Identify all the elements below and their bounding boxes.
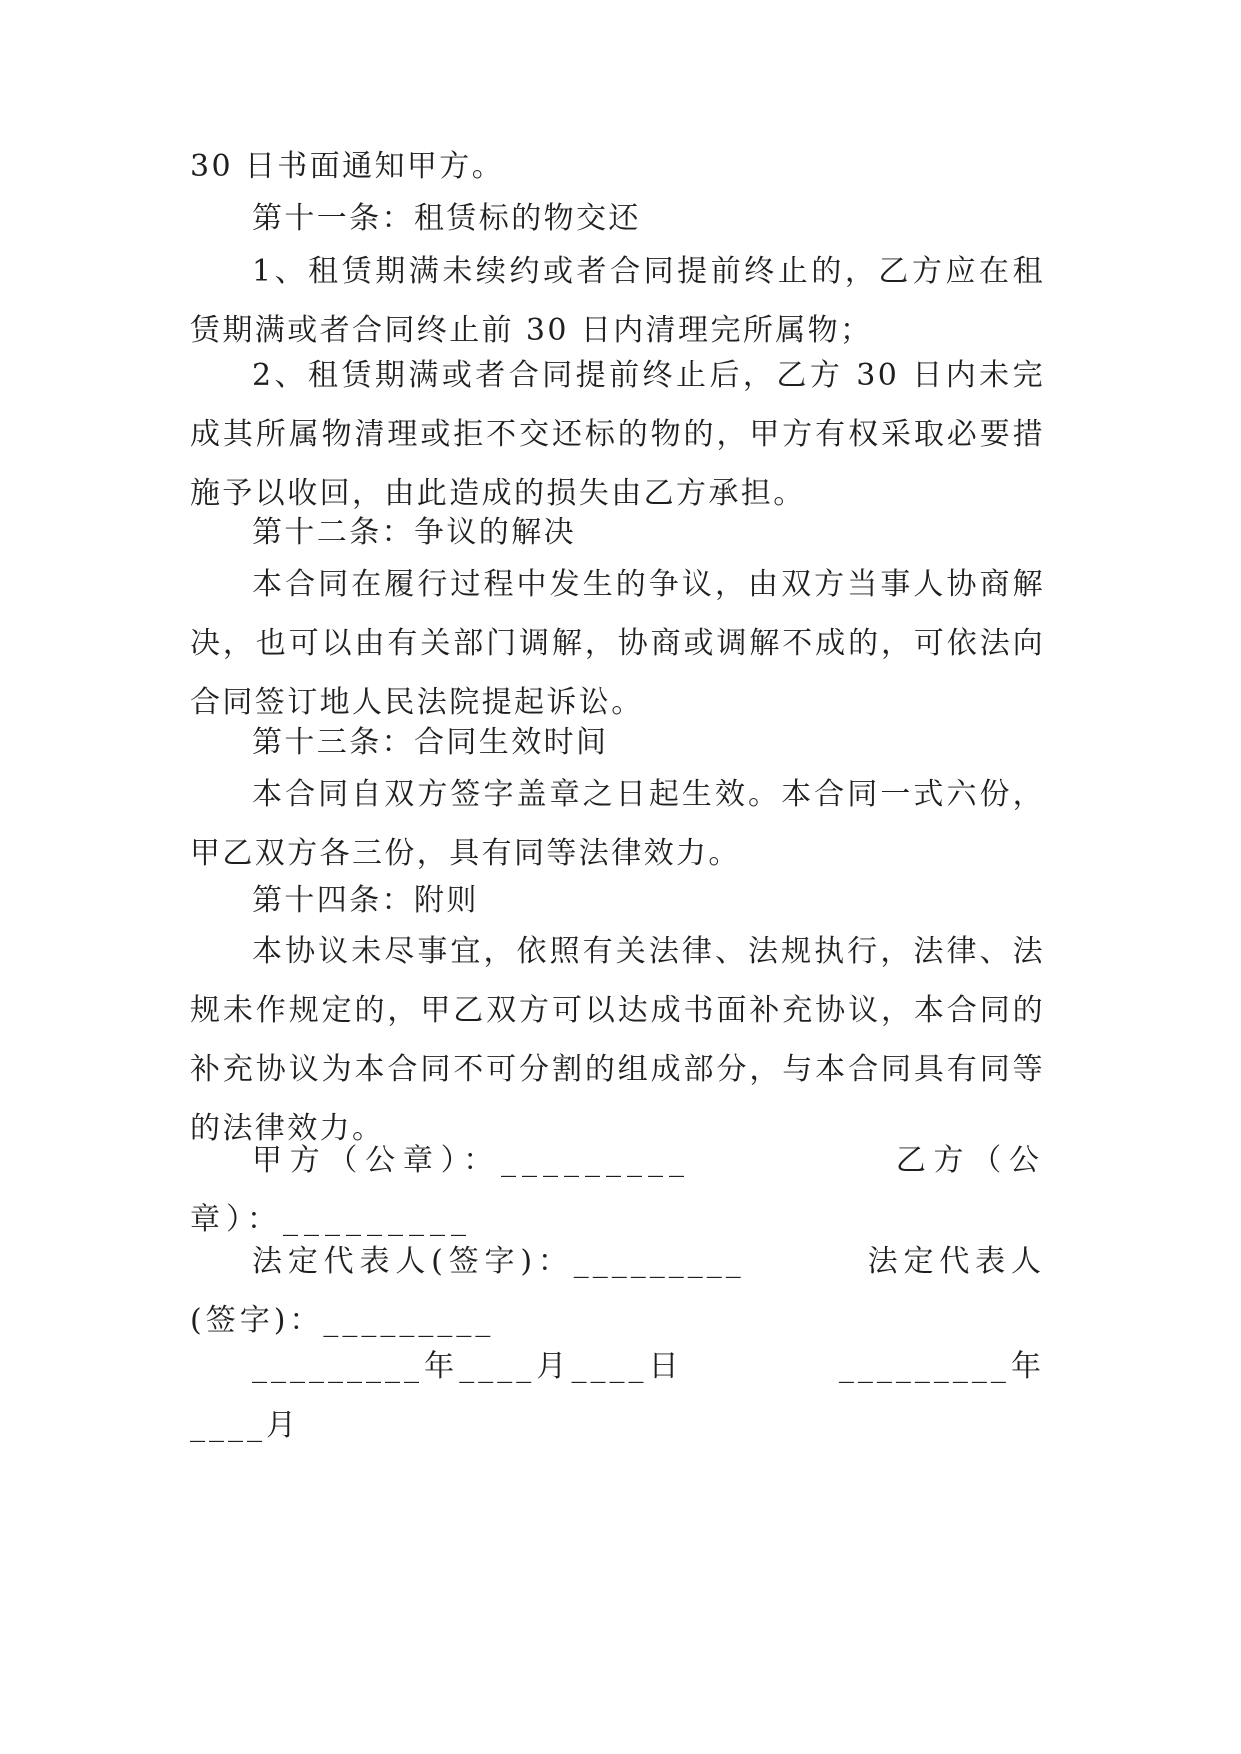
- article-12-body: 本合同在履行过程中发生的争议，由双方当事人协商解决，也可以由有关部门调解，协商或调解不成的，可依法向合同签订地人民法院提起诉讼。: [190, 567, 1045, 720]
- article-13-body: 本合同自双方签字盖章之日起生效。本合同一式六份，甲乙双方各三份，具有同等法律效力。: [190, 777, 1045, 871]
- seal-signature-line: 甲方（公章）：_________ 乙方（公章）：_________: [190, 1143, 1045, 1237]
- article-12-heading: 第十二条：争议的解决: [252, 515, 576, 550]
- article-14-heading: 第十四条：附则: [252, 883, 479, 918]
- article-14-body: 本协议未尽事宜，依照有关法律、法规执行，法律、法规未作规定的，甲乙双方可以达成书面补充协议，本合同的补充协议为本合同不可分割的组成部分，与本合同具有同等的法律效力。: [190, 934, 1045, 1146]
- article-13-heading: 第十三条：合同生效时间: [252, 725, 609, 760]
- paragraph-continuation: 30 日书面通知甲方。: [190, 149, 505, 184]
- article-11-item-2: 2、租赁期满或者合同提前终止后，乙方 30 日内未完成其所属物清理或拒不交还标的物的，甲方有权采取必要措施予以收回，由此造成的损失由乙方承担。: [190, 358, 1045, 511]
- article-11-heading: 第十一条：租赁标的物交还: [252, 201, 641, 236]
- legal-representative-signature-line: 法定代表人(签字)：_________ 法定代表人(签字)：_________: [190, 1244, 1045, 1338]
- article-11-item-1: 1、租赁期满未续约或者合同提前终止的，乙方应在租赁期满或者合同终止前 30 日内清理完所属物；: [190, 254, 1045, 348]
- date-line: _________年____月____日 _________年____月: [190, 1349, 1045, 1443]
